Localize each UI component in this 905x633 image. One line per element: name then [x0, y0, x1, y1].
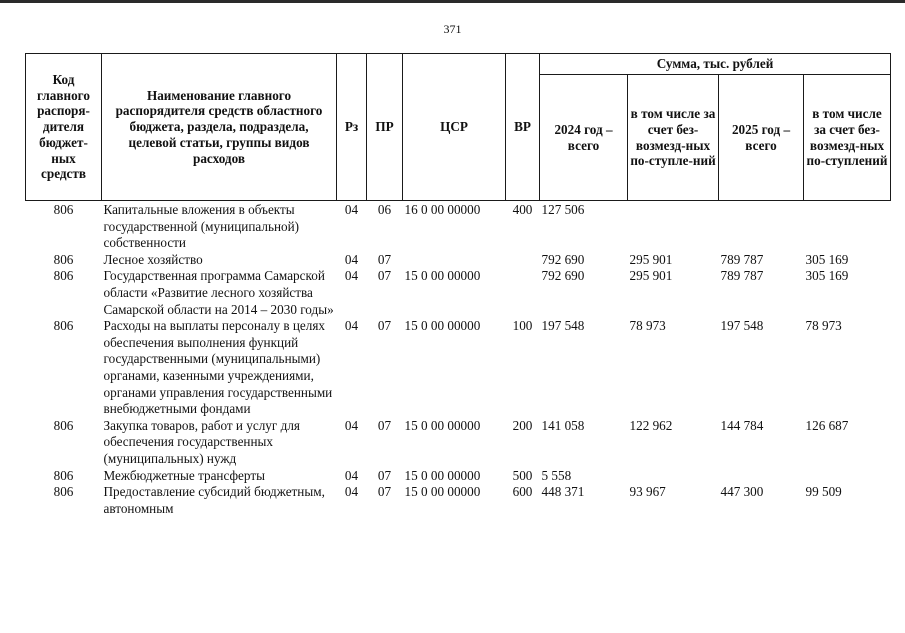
cell-rz: 04 — [344, 417, 359, 433]
header-pr: ПР — [367, 54, 403, 201]
table-row — [26, 268, 891, 318]
cell-rz: 04 — [344, 467, 359, 483]
cell-rz: 04 — [344, 318, 359, 334]
header-b2025: в том числе за счет без-возмезд-ных по-ступлений — [804, 75, 891, 201]
cell-b2024 — [628, 468, 719, 485]
cell-b2024: 122 962 — [629, 417, 673, 433]
cell-csr — [403, 252, 506, 269]
cell-code: 806 — [53, 484, 74, 500]
table-row — [26, 468, 891, 485]
cell-b2024: 295 901 — [629, 251, 673, 267]
cell-b2024: 78 973 — [629, 318, 666, 334]
cell-b2024 — [628, 201, 719, 252]
cell-y2025: 447 300 — [720, 484, 764, 500]
header-rz: Рз — [337, 54, 367, 201]
cell-b2025 — [804, 201, 891, 252]
cell-vr: 200 — [512, 417, 533, 433]
cell-y2024: 5 558 — [541, 467, 572, 483]
cell-b2025: 78 973 — [805, 318, 842, 334]
cell-y2024: 792 690 — [541, 268, 585, 284]
cell-rz: 04 — [344, 202, 359, 217]
cell-code: 806 — [53, 467, 74, 483]
header-y2025: 2025 год – всего — [719, 75, 804, 201]
cell-code: 806 — [53, 202, 74, 217]
cell-y2025: 197 548 — [720, 318, 764, 334]
header-sum-group: Сумма, тыс. рублей — [540, 54, 891, 75]
header-vr: ВР — [506, 54, 540, 201]
cell-y2025 — [719, 201, 804, 252]
table-header — [26, 54, 891, 201]
cell-pr: 07 — [377, 251, 392, 267]
cell-name: Капитальные вложения в объекты государственной (муниципальной) собственности — [103, 202, 300, 251]
cell-b2024: 295 901 — [629, 268, 673, 284]
cell-b2025 — [804, 468, 891, 485]
cell-vr: 100 — [512, 318, 533, 334]
table-row — [26, 252, 891, 269]
cell-vr: 500 — [512, 467, 533, 483]
cell-y2025 — [719, 468, 804, 485]
cell-vr: 600 — [512, 484, 533, 500]
cell-name: Лесное хозяйство — [103, 251, 203, 267]
cell-csr: 15 0 00 00000 — [404, 417, 481, 433]
cell-y2024: 127 506 — [541, 202, 585, 217]
table-row — [26, 318, 891, 418]
header-y2024: 2024 год – всего — [540, 75, 628, 201]
cell-csr: 15 0 00 00000 — [404, 467, 481, 483]
cell-pr: 07 — [377, 484, 392, 500]
table-row — [26, 201, 891, 252]
cell-code: 806 — [53, 268, 74, 284]
cell-code: 806 — [53, 318, 74, 334]
cell-csr: 16 0 00 00000 — [404, 202, 481, 217]
table-body — [26, 201, 891, 518]
cell-name: Расходы на выплаты персоналу в целях обеспечения выполнения функций государственными (муниципальными) органами, казенными учреждениями, органами управления государственными внебюджетными фондами — [103, 318, 333, 417]
cell-rz: 04 — [344, 484, 359, 500]
cell-pr: 07 — [377, 417, 392, 433]
cell-b2025: 99 509 — [805, 484, 842, 500]
cell-y2024: 792 690 — [541, 251, 585, 267]
cell-name: Межбюджетные трансферты — [103, 467, 265, 483]
page-number: 371 — [443, 22, 462, 36]
budget-table — [25, 53, 891, 517]
cell-csr: 15 0 00 00000 — [404, 318, 481, 334]
cell-csr: 15 0 00 00000 — [404, 484, 481, 500]
header-csr: ЦСР — [403, 54, 506, 201]
cell-rz: 04 — [344, 251, 359, 267]
cell-b2025: 305 169 — [805, 268, 849, 284]
cell-y2024: 141 058 — [541, 417, 585, 433]
cell-pr: 07 — [377, 467, 392, 483]
cell-name: Предоставление субсидий бюджетным, автономным — [103, 484, 325, 516]
cell-name: Закупка товаров, работ и услуг для обеспечения государственных (муниципальных) нужд — [103, 417, 300, 466]
cell-pr: 06 — [377, 202, 392, 217]
cell-b2025: 126 687 — [805, 417, 849, 433]
cell-name: Государственная программа Самарской области «Развитие лесного хозяйства Самарской области на 2014 – 2030 годы» — [103, 268, 334, 317]
table-row — [26, 418, 891, 468]
cell-y2025: 789 787 — [720, 251, 764, 267]
cell-y2024: 448 371 — [541, 484, 585, 500]
table-row — [26, 484, 891, 517]
cell-y2025: 144 784 — [720, 417, 764, 433]
cell-csr: 15 0 00 00000 — [404, 268, 481, 284]
cell-pr: 07 — [377, 268, 392, 284]
header-name: Наименование главного распорядителя средств областного бюджета, раздела, подраздела, целевой статьи, группы видов расходов — [102, 54, 337, 201]
cell-vr — [506, 252, 540, 269]
cell-rz: 04 — [344, 268, 359, 284]
cell-pr: 07 — [377, 318, 392, 334]
cell-y2025: 789 787 — [720, 268, 764, 284]
cell-code: 806 — [53, 251, 74, 267]
cell-vr: 400 — [512, 202, 533, 217]
cell-vr — [506, 268, 540, 318]
cell-b2024: 93 967 — [629, 484, 666, 500]
header-b2024: в том числе за счет без-возмезд-ных по-ступле-ний — [628, 75, 719, 201]
top-rule — [0, 0, 905, 3]
cell-code: 806 — [53, 417, 74, 433]
header-code: Код главного распоря-дителя бюджет-ных средств — [26, 54, 102, 201]
cell-y2024: 197 548 — [541, 318, 585, 334]
cell-b2025: 305 169 — [805, 251, 849, 267]
